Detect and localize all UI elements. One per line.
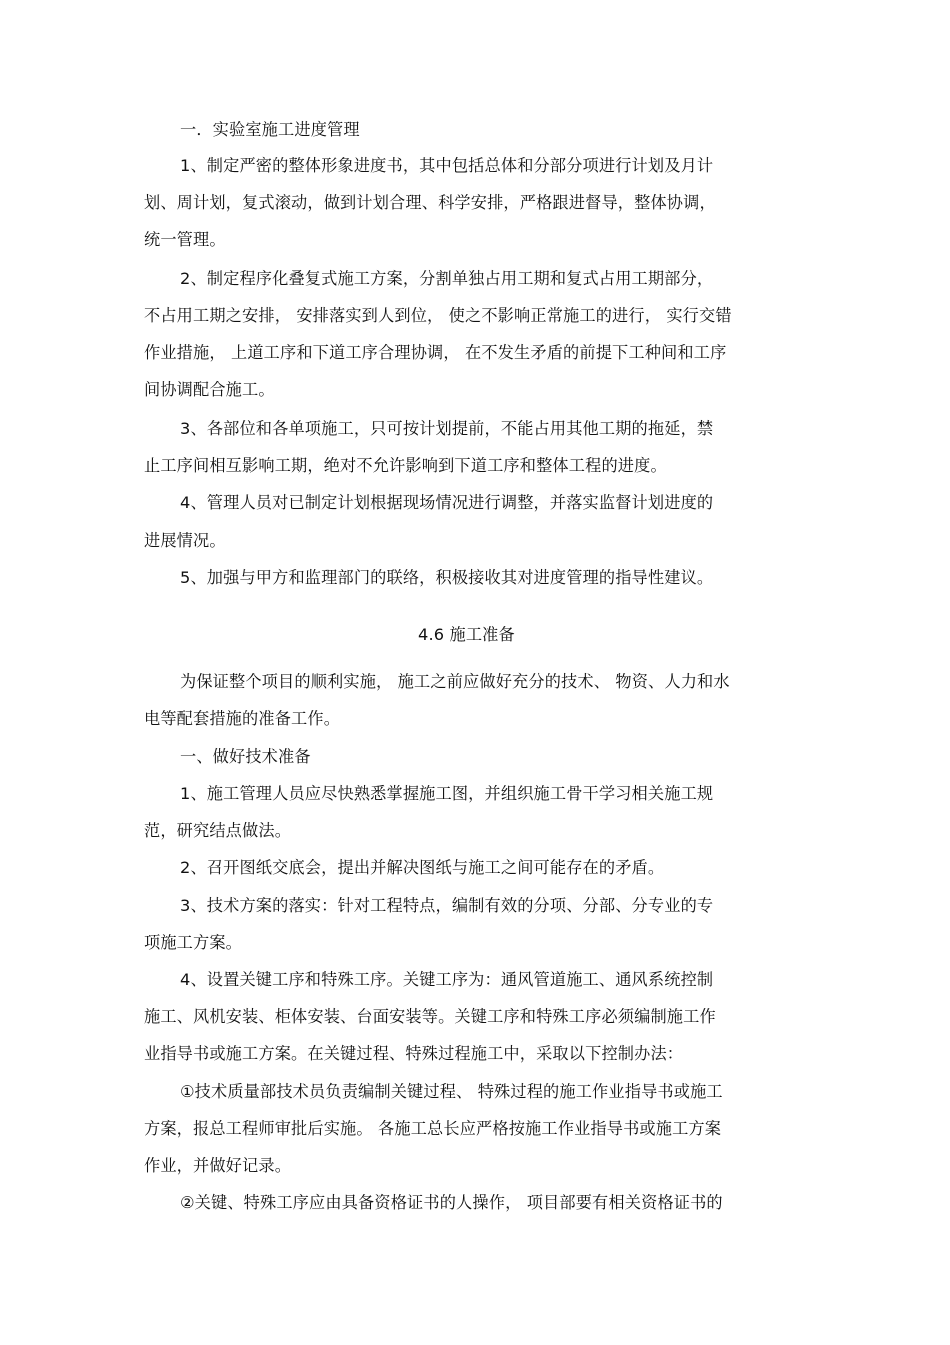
paragraph-line: 不占用工期之安排， 安排落实到人到位， 使之不影响正常施工的进行， 实行交错 (144, 306, 732, 325)
paragraph-line: 间协调配合施工。 (144, 380, 275, 399)
paragraph-line: 为保证整个项目的顺利实施， 施工之前应做好充分的技术、 物资、人力和水 (180, 672, 730, 691)
paragraph-line: 止工序间相互影响工期，绝对不允许影响到下道工序和整体工程的进度。 (144, 456, 667, 475)
paragraph-line: 电等配套措施的准备工作。 (144, 709, 341, 728)
paragraph-line: 范，研究结点做法。 (144, 821, 292, 840)
paragraph-line: 4、设置关键工序和特殊工序。关键工序为：通风管道施工、通风系统控制 (180, 970, 714, 989)
paragraph-line: 划、周计划，复式滚动，做到计划合理、科学安排，严格跟进督导，整体协调， (144, 193, 716, 212)
paragraph-line: 3、技术方案的落实：针对工程特点，编制有效的分项、分部、分专业的专 (180, 896, 714, 915)
paragraph-line: 作业，并做好记录。 (144, 1156, 292, 1175)
paragraph-line: 方案，报总工程师审批后实施。 各施工总长应严格按施工作业指导书或施工方案 (144, 1119, 722, 1138)
paragraph-line: 2、制定程序化叠复式施工方案，分割单独占用工期和复式占用工期部分， (180, 269, 714, 288)
paragraph-line: 施工、风机安装、柜体安装、台面安装等。关键工序和特殊工序必须编制施工作 (144, 1007, 716, 1026)
paragraph-line: ①技术质量部技术员负责编制关键过程、 特殊过程的施工作业指导书或施工 (180, 1082, 723, 1101)
paragraph-line: 3、各部位和各单项施工，只可按计划提前，不能占用其他工期的拖延，禁 (180, 419, 714, 438)
paragraph-line: 项施工方案。 (144, 933, 243, 952)
section-title: 4.6 施工准备 (418, 625, 515, 644)
paragraph-line: ②关键、特殊工序应由具备资格证书的人操作， 项目部要有相关资格证书的 (180, 1193, 723, 1212)
paragraph-line: 作业措施， 上道工序和下道工序合理协调， 在不发生矛盾的前提下工种间和工序 (144, 343, 727, 362)
paragraph-line: 4、管理人员对已制定计划根据现场情况进行调整，并落实监督计划进度的 (180, 493, 714, 512)
paragraph-line: 1、施工管理人员应尽快熟悉掌握施工图，并组织施工骨干学习相关施工规 (180, 784, 714, 803)
section-heading: 一．实验室施工进度管理 (180, 120, 360, 139)
paragraph-line: 业指导书或施工方案。在关键过程、特殊过程施工中，采取以下控制办法： (144, 1044, 684, 1063)
subsection-heading: 一、做好技术准备 (180, 747, 311, 766)
paragraph-line: 2、召开图纸交底会，提出并解决图纸与施工之间可能存在的矛盾。 (180, 858, 665, 877)
paragraph-line: 5、加强与甲方和监理部门的联络，积极接收其对进度管理的指导性建议。 (180, 568, 714, 587)
paragraph-line: 1、制定严密的整体形象进度书，其中包括总体和分部分项进行计划及月计 (180, 156, 714, 175)
paragraph-line: 进展情况。 (144, 531, 226, 550)
paragraph-line: 统一管理。 (144, 230, 226, 249)
